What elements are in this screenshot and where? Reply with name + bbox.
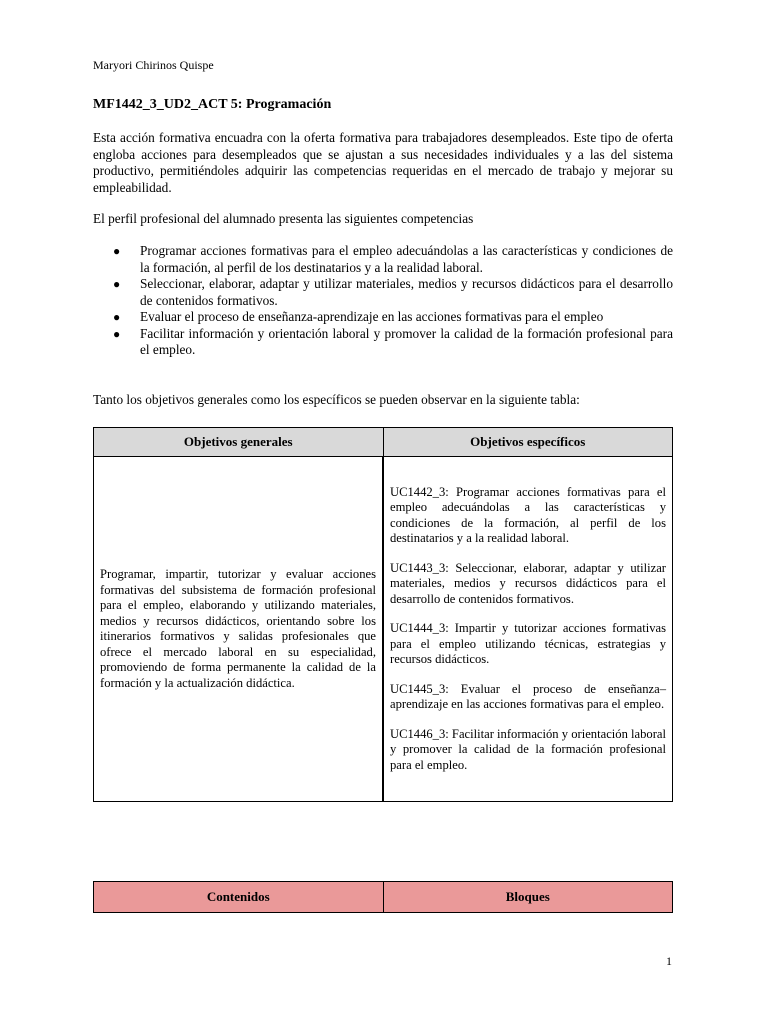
bullet-icon: ●	[113, 310, 121, 324]
contents-table	[93, 881, 673, 913]
header-general-objectives: Objetivos generales	[94, 428, 384, 457]
table-header-row	[94, 428, 673, 457]
bullet-icon: ●	[113, 277, 121, 291]
table-intro-paragraph: Tanto los objetivos generales como los específicos se pueden observar en la siguiente tabla:	[93, 392, 580, 407]
table-header-row	[94, 882, 673, 913]
page-number: 1	[666, 954, 672, 968]
specific-objective: UC1442_3: Programar acciones formativas para el empleo adecuándolas a las características y condiciones de la formación, al perfil de los destinatarios y a la realidad laboral.	[390, 484, 666, 546]
intro-paragraph: Esta acción formativa encuadra con la oferta formativa para trabajadores desempleados. Este tipo de oferta engloba acciones para desempleados que se ajustan a sus necesidades individuales y a las del sistema productivo, permitiéndoles adquirir las competencias requeridas en el mercado de trabajo y mejorar su empleabilidad.	[93, 130, 673, 195]
header-specific-objectives: Objetivos específicos	[383, 428, 673, 457]
objectives-table	[93, 427, 673, 802]
bullet-icon: ●	[113, 244, 121, 258]
specific-objectives-cell	[383, 457, 673, 802]
page-header-author: Maryori Chirinos Quispe	[93, 58, 214, 72]
bullet-icon: ●	[113, 326, 121, 341]
general-objective-cell: Programar, impartir, tutorizar y evaluar acciones formativas del subsistema de formación profesional para el empleo, elaborando y utilizando materiales, medios y recursos didácticos, orientando sobre los itinerarios formativos y salidas profesionales que ofrece el mercado laboral en su especialidad, promoviendo de forma permanente la calidad de la formación y la actualización didáctica.	[94, 457, 384, 802]
specific-objective: UC1446_3: Facilitar información y orientación laboral y promover la calidad de la formación profesional para el empleo.	[390, 726, 666, 772]
page-title: MF1442_3_UD2_ACT 5: Programación	[93, 97, 332, 112]
specific-objective: UC1443_3: Seleccionar, elaborar, adaptar y utilizar materiales, medios y recursos didácticos para el desarrollo de contenidos formativos.	[390, 560, 666, 606]
list-item: ● Programar acciones formativas para el empleo adecuándolas a las características y condiciones de la formación, al perfil de los destinatarios y a la realidad laboral.	[113, 243, 673, 275]
profile-intro-paragraph: El perfil profesional del alumnado presenta las siguientes competencias	[93, 211, 474, 226]
list-item: ● Evaluar el proceso de enseñanza-aprendizaje en las acciones formativas para el empleo	[113, 309, 604, 324]
table-row	[94, 457, 673, 802]
header-contents: Contenidos	[94, 882, 384, 913]
specific-objective: UC1444_3: Impartir y tutorizar acciones formativas para el empleo utilizando técnicas, estrategias y recursos didácticos.	[390, 621, 666, 667]
specific-objective: UC1445_3: Evaluar el proceso de enseñanza–aprendizaje en las acciones formativas para el empleo.	[390, 681, 666, 712]
list-item: ● Seleccionar, elaborar, adaptar y utilizar materiales, medios y recursos didácticos para el desarrollo de contenidos formativos.	[113, 276, 673, 308]
list-item: ● Facilitar información y orientación laboral y promover la calidad de la formación profesional para el empleo.	[113, 325, 673, 357]
header-blocks: Bloques	[383, 882, 673, 913]
competencies-list	[93, 243, 673, 359]
